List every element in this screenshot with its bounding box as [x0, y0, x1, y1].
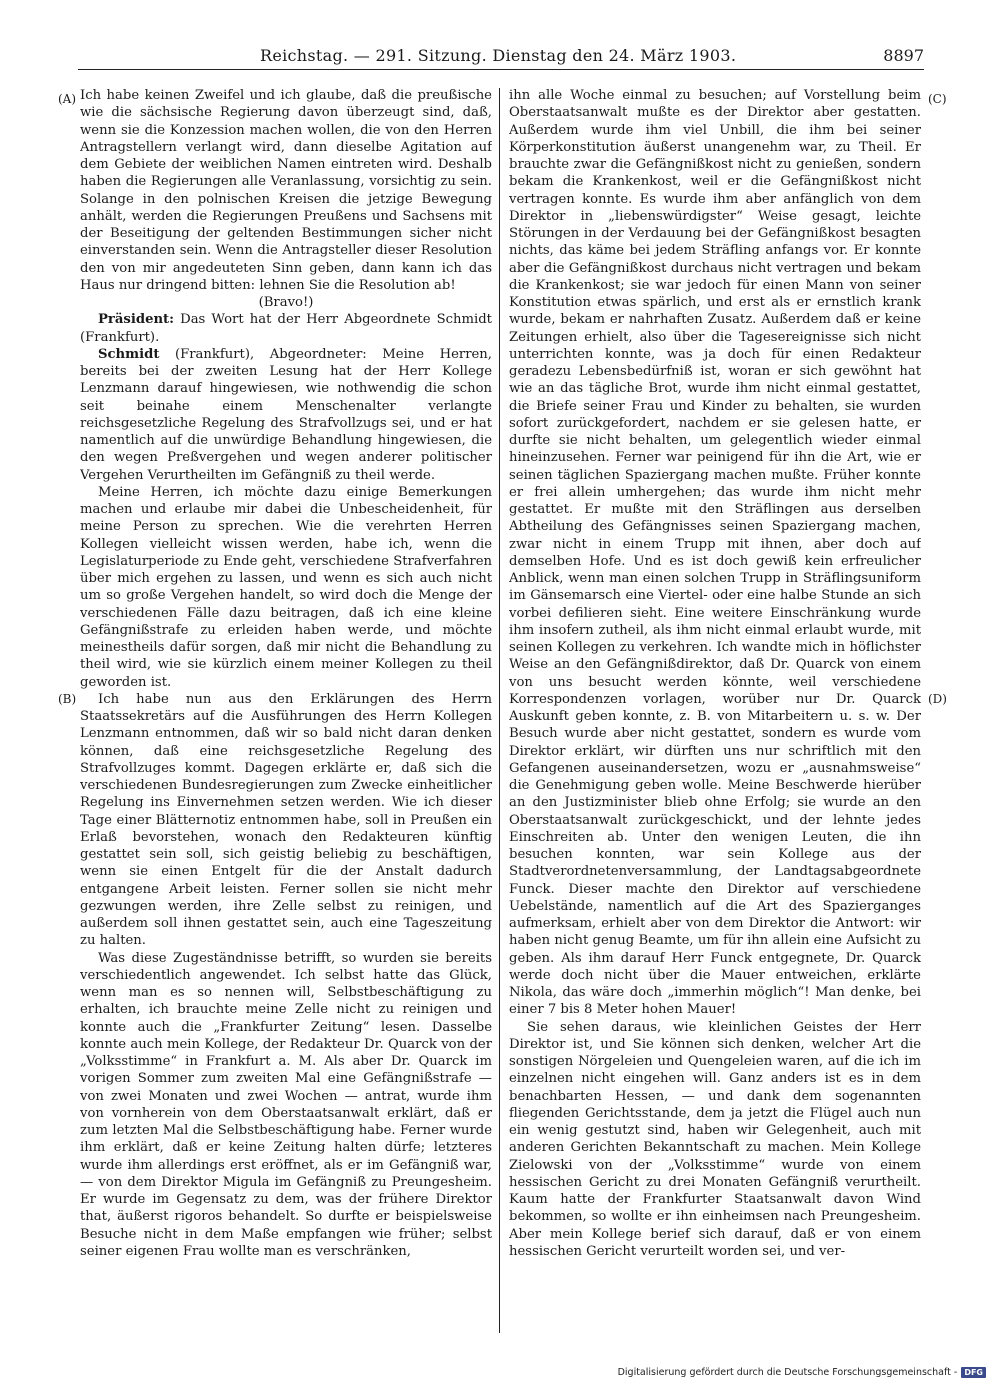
paragraph: Ich habe nun aus den Erklärungen des Herrn Staatssekretärs auf die Ausführungen des Herrn Kollegen Lenzmann entnommen, daß wir so bald nicht daran denken können, daß eine reichsgesetzliche Regelung des Strafvollzuges kommt. Dagegen erklärte er, daß sich die verschiedenen Bundesregierungen zum Zwecke einheitlicher Regelung ins Einvernehmen setzen werden. Wie ich dieser Tage einer Blätternotiz entnommen habe, soll in Preußen ein Erlaß bevorstehen, wonach den Redakteuren künftig gestattet sein soll, sich geistig beliebig zu beschäftigen, wenn sie einen Entgelt für die der Anstalt dadurch entgangene Arbeit leisten. Ferner sollen sie nicht mehr gezwungen werden, ihre Zelle selbst zu reinigen, und außerdem soll ihnen gestattet sein, auch eine Tageszeitung zu halten.	[80, 691, 492, 949]
speaker-paragraph	[80, 346, 492, 484]
running-title: Reichstag. — 291. Sitzung. Dienstag den 24. März 1903.	[260, 46, 737, 65]
margin-marker-d: (D)	[928, 692, 947, 706]
page-number: 8897	[883, 46, 924, 65]
header-rule	[78, 69, 924, 70]
page-header	[78, 10, 924, 66]
margin-marker-a: (A)	[58, 92, 77, 106]
paragraph-text: (Frankfurt), Abgeordneter: Meine Herren, bereits bei der zweiten Lesung hat der Herr Kollege Lenzmann darauf hingewiesen, wie nothwendig die schon seit beinahe einem Menschenalter verlangte reichsgesetzliche Regelung des Strafvollzugs sei, und er hat namentlich auf die unwürdige Behandlung hingewiesen, die den wegen Preßvergehen und wegen anderer politischer Vergehen Verurtheilten im Gefängniß zu theil werde.	[80, 346, 492, 483]
speaker-label: Präsident:	[98, 312, 175, 328]
president-paragraph	[80, 311, 492, 346]
right-column	[509, 87, 921, 1332]
paragraph: Meine Herren, ich möchte dazu einige Bemerkungen machen und erlaube mir dabei die Unbescheidenheit, für meine Person zu sprechen. Wie die verehrten Herren Kollegen vielleicht wissen werden, habe ich, wenn die Legislaturperiode zu Ende geht, verschiedene Strafverfahren über mich ergehen zu lassen, und wenn es sich auch nicht um so große Vergehen handelt, so wird doch die Menge der verschiedenen Fälle dazu beitragen, daß ich eine kleine Gefängnißstrafe zu erleiden haben werde, und möchte meinestheils dafür sorgen, daß mir nicht die Behandlung zu theil wird, wie sie kürzlich einem meiner Kollegen zu theil geworden ist.	[80, 484, 492, 690]
credit-text: Digitalisierung gefördert durch die Deutsche Forschungsgemeinschaft -	[617, 1367, 958, 1378]
margin-marker-c: (C)	[928, 92, 947, 106]
dfg-logo: DFG	[961, 1367, 986, 1378]
margin-marker-b: (B)	[58, 692, 77, 706]
interjection: (Bravo!)	[258, 295, 314, 310]
digitization-credit	[618, 1367, 986, 1378]
left-column	[80, 87, 492, 1332]
paragraph: Sie sehen daraus, wie kleinlichen Geistes der Herr Direktor ist, und Sie können sich denken, welcher Art die sonstigen Nörgeleien und Quengeleien waren, auf die ich im einzelnen nicht eingehen will. Ganz anders ist es in dem benachbarten Hessen, — und dank dem sogenannten fliegenden Gerichtsstande, dem ja jetzt die Flügel auch nun ein wenig gestutzt sind, haben wir Gelegenheit, auch mit anderen Gerichten Bekanntschaft zu machen. Mein Kollege Zielowski von der „Volksstimme“ wurde von einem hessischen Gericht zu drei Monaten Gefängniß verurtheilt. Kaum hatte der Frankfurter Staatsanwalt davon Wind bekommen, so wollte er ihn einheimsen nach Preungesheim. Aber mein Kollege berief sich darauf, daß er von einem hessischen Gericht verurteilt worden sei, und ver-	[509, 1019, 921, 1259]
column-divider	[499, 88, 500, 1333]
speaker-label: Schmidt	[98, 346, 160, 362]
paragraph: ihn alle Woche einmal zu besuchen; auf Vorstellung beim Oberstaatsanwalt mußte es der Direktor aber gestatten. Außerdem wurde ihm viel Unbill, die ihm bei seiner Körperkonstitution äußerst unangenehm war, zu Theil. Er brauchte zwar die Gefängnißkost nicht zu genießen, sondern bekam die Krankenkost, weil er die Gefängnißkost nicht vertragen konnte. Es wurde ihm aber anfänglich von dem Direktor in „liebenswürdigster“ Weise gesagt, leichte Störungen in der Verdauung bei der Gefängnißkost besagten nichts, das käme bei jedem Sträfling anfangs vor. Er konnte aber die Gefängnißkost durchaus nicht vertragen und bekam die Krankenkost; sie war jedoch für einen Mann von seiner Konstitution etwas spärlich, und erst als er ernstlich krank wurde, bekam er nahrhaften Zusatz. Außerdem daß er keine Zeitungen erhielt, also über die Tagesereignisse sich nicht unterrichten konnte, was ja doch für einen Redakteur geradezu Lebensbedürfniß ist, woran er sich gewöhnt hat wie an das tägliche Brot, wurde ihm nicht einmal gestattet, die Briefe seiner Frau und Kinder zu behalten, sie wurden sofort zurückgefordert, nachdem er sie gelesen hatte, er durfte sie nicht behalten, um gelegentlich wieder einmal hineinzusehen. Ferner war peinigend für ihn die Art, wie er seinen täglichen Spaziergang machen mußte. Früher konnte er frei allein umhergehen; das wurde ihm nicht mehr gestattet. Er mußte mit den Sträflingen aus derselben Abtheilung des Gefängnisses seinen Spaziergang machen, zwar nicht in einem Trupp mit ihnen, aber doch auf demselben Hofe. Und es ist doch gewiß kein erfreulicher Anblick, wenn man einen solchen Trupp in Sträflingsuniform im Gänsemarsch eine Viertel- oder eine halbe Stunde an sich vorbei defilieren sieht. Eine weitere Einschränkung wurde ihm insofern zutheil, als ihm nicht einmal erlaubt wurde, mit seinen Kollegen zu verkehren. Ich wandte mich in höflichster Weise an den Gefängnißdirektor, daß Dr. Quarck von einem von uns besucht werden könnte, weil verschiedene Korrespondenzen vorlagen, worüber nur Dr. Quarck Auskunft geben konnte, z. B. von Mitarbeitern u. s. w. Der Besuch wurde aber nicht gestattet, sondern es wurde vom Direktor erklärt, wir dürften uns nur schriftlich mit den Gefangenen auseinandersetzen, wozu er „ausnahmsweise“ die Genehmigung geben wolle. Meine Beschwerde hierüber an den Justizminister blieb ohne Erfolg; sie wurde an den Oberstaatsanwalt zurückgeschickt, und der lehnte jedes Einschreiten ab. Unter den wenigen Leuten, die ihn besuchen konnten, war sein Kollege aus der Stadtverordnetenversammlung, der Landtagsabgeordnete Funck. Dieser machte den Direktor auf verschiedene Uebelstände, namentlich auf die Art des Spazierganges aufmerksam, erhielt aber von dem Direktor die Antwort: wir haben nicht genug Beamte, um für ihn allein eine Aufsicht zu geben. Als ihm darauf Herr Funck entgegnete, Dr. Quarck werde doch nicht über die Mauer entweichen, erklärte Nikola, das wäre doch „immerhin möglich“! Man denke, bei einer 7 bis 8 Meter hohen Mauer!	[509, 88, 921, 1018]
paragraph: Was diese Zugeständnisse betrifft, so wurden sie bereits verschiedentlich angewendet. Ich selbst hatte das Glück, wenn man es so nennen will, Selbstbeschäftigung zu erhalten, ich brauchte meine Zelle nicht zu reinigen und konnte auch die „Frankfurter Zeitung“ lesen. Dasselbe konnte auch mein Kollege, der Redakteur Dr. Quarck von der „Volksstimme“ in Frankfurt a. M. Als aber Dr. Quarck im vorigen Sommer zum zweiten Mal eine Gefängnißstrafe — von zwei Monaten und zwei Wochen — antrat, wurde ihm von vornherein von dem Oberstaatsanwalt erklärt, daß er zum letzten Mal die Selbstbeschäftigung habe. Ferner wurde ihm erklärt, daß er keine Zeitung halten dürfe; letzteres wurde ihm allerdings erst eröffnet, als er im Gefängniß war, — von dem Direktor Migula im Gefängniß zu Preungesheim. Er wurde im Gegensatz zu dem, was der frühere Direktor that, äußerst rigoros behandelt. So durfte er beispielsweise Besuche nicht in dem Maße empfangen wie früher; selbst seiner eigenen Frau wollte man es verschränken,	[80, 950, 492, 1259]
paragraph: Ich habe keinen Zweifel und ich glaube, daß die preußische wie die sächsische Regierung davon überzeugt sind, daß, wenn sie die Konzession machen wollen, die von den Herren Antragstellern verlangt wird, dann dieselbe Agitation auf dem Gebiete der weiblichen Namen eintreten wird. Deshalb haben die Regierungen alle Veranlassung, vorsichtig zu sein. Solange in den polnischen Kreisen die jetzige Bewegung anhält, werden die Regierungen Preußens und Sachsens mit der Beseitigung der geltenden Bestimmungen sicher nicht einverstanden sein. Wenn die Antragsteller dieser Resolution den von mir angedeuteten Sinn geben, dann kann ich das Haus nur dringend bitten: lehnen Sie die Resolution ab!	[80, 88, 492, 293]
paragraph-text: Das Wort hat der Herr Abgeordnete Schmidt (Frankfurt).	[80, 312, 492, 345]
